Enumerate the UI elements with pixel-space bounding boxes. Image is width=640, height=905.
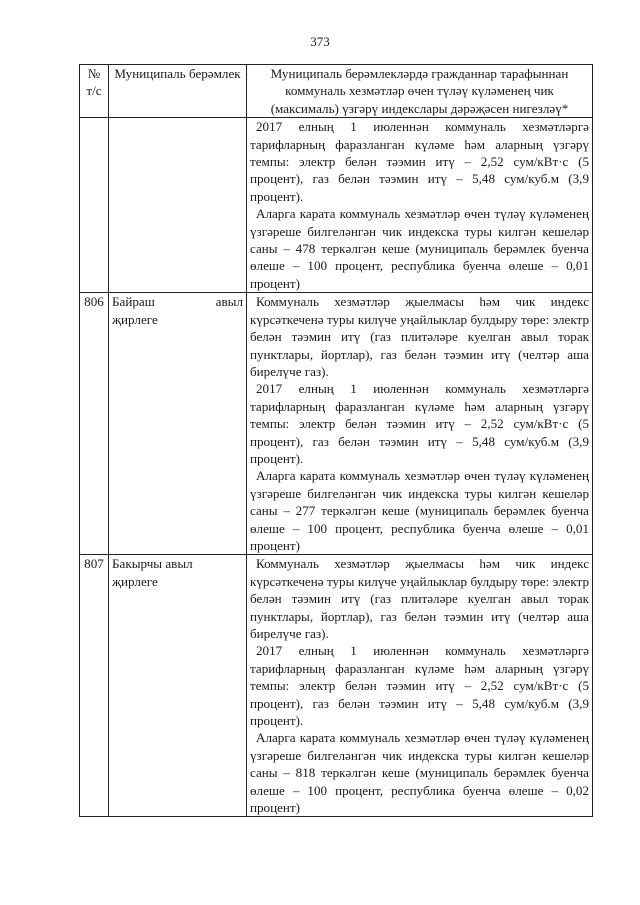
row-paragraph: Аларга карата коммуналь хезмәтләр өчен түләү күләменең үзгәреше билгеләнгән чик индекска туры килгән кешеләр саны – 818 теркәлгән кеше (муниципаль берәмлек буенча өлеше – 100 процент, республика буенча өлеше – 0,02 процент) [250, 730, 589, 816]
municipality-name: Байраш [112, 294, 155, 310]
table-row [80, 118, 593, 293]
row-paragraph: 2017 елның 1 июленнән коммуналь хезмәтләргә тарифларның фаразланган күләме һәм аларның үзгәрү темпы: электр белән тәэмин итү – 2,52 сум/кВт·с (5 процент), газ белән тәэмин итү – 5,48 сум/куб.м (3,9 процент). [250, 643, 589, 729]
row-paragraph: Аларга карата коммуналь хезмәтләр өчен түләү күләменең үзгәреше билгеләнгән чик индекска туры килгән кешеләр саны – 478 теркәлгән кеше (муниципаль берәмлек буенча өлеше – 100 процент, республика буенча өлеше – 0,01 процент) [250, 206, 589, 291]
row-description [247, 293, 593, 555]
row-paragraph: Коммуналь хезмәтләр җыелмасы һәм чик индекс күрсәткеченә туры килүче уңайлыклар булдыру төре: электр белән тәэмин итү (газ плитәләре куелган авыл торак пунктлары, йортлар), газ белән тәэмин итү (челтәр аша бирелүче газ). [250, 294, 589, 379]
row-municipality [109, 555, 247, 817]
table-row [80, 293, 593, 555]
row-paragraph: 2017 елның 1 июленнән коммуналь хезмәтләргә тарифларның фаразланган күләме һәм аларның үзгәрү темпы: электр белән тәэмин итү – 2,52 сум/кВт·с (5 процент), газ белән тәэмин итү – 5,48 сум/куб.м (3,9 процент). [250, 119, 589, 204]
row-description [247, 118, 593, 293]
row-number: 807 [80, 555, 109, 817]
municipality-suffix: җирлеге [112, 311, 158, 327]
header-municipality: Муниципаль берәмлек [109, 65, 247, 118]
header-index: Муниципаль берәмлекләрдә гражданнар тарафыннан коммуналь хезмәтләр өчен түләү күләменең чик (максималь) үзгәрү индекслары дәрәҗәсен нигезләү* [247, 65, 593, 118]
header-number: № т/с [80, 65, 109, 118]
row-number [80, 118, 109, 293]
table-row [80, 555, 593, 817]
row-description [247, 555, 593, 817]
municipality-suffix: җирлеге [112, 573, 158, 589]
row-paragraph: Аларга карата коммуналь хезмәтләр өчен түләү күләменең үзгәреше билгеләнгән чик индекска туры килгән кешеләр саны – 277 теркәлгән кеше (муниципаль берәмлек буенча өлеше – 100 процент, республика буенча өлеше – 0,01 процент) [250, 468, 589, 553]
row-number: 806 [80, 293, 109, 555]
row-municipality [109, 118, 247, 293]
row-municipality [109, 293, 247, 555]
row-paragraph: 2017 елның 1 июленнән коммуналь хезмәтләргә тарифларның фаразланган күләме һәм аларның үзгәрү темпы: электр белән тәэмин итү – 2,52 сум/кВт·с (5 процент), газ белән тәэмин итү – 5,48 сум/куб.м (3,9 процент). [250, 381, 589, 466]
municipality-name: Бакырчы авыл [112, 556, 193, 572]
table-header-row [80, 65, 593, 118]
municipal-index-table [79, 64, 593, 817]
row-paragraph: Коммуналь хезмәтләр җыелмасы һәм чик индекс күрсәткеченә туры килүче уңайлыклар булдыру төре: электр белән тәэмин итү (газ плитәләре куелган авыл торак пунктлары, йортлар), газ белән тәэмин итү (челтәр аша бирелүче газ). [250, 556, 589, 641]
page-number: 373 [310, 34, 330, 49]
municipality-type: авыл [215, 294, 243, 310]
